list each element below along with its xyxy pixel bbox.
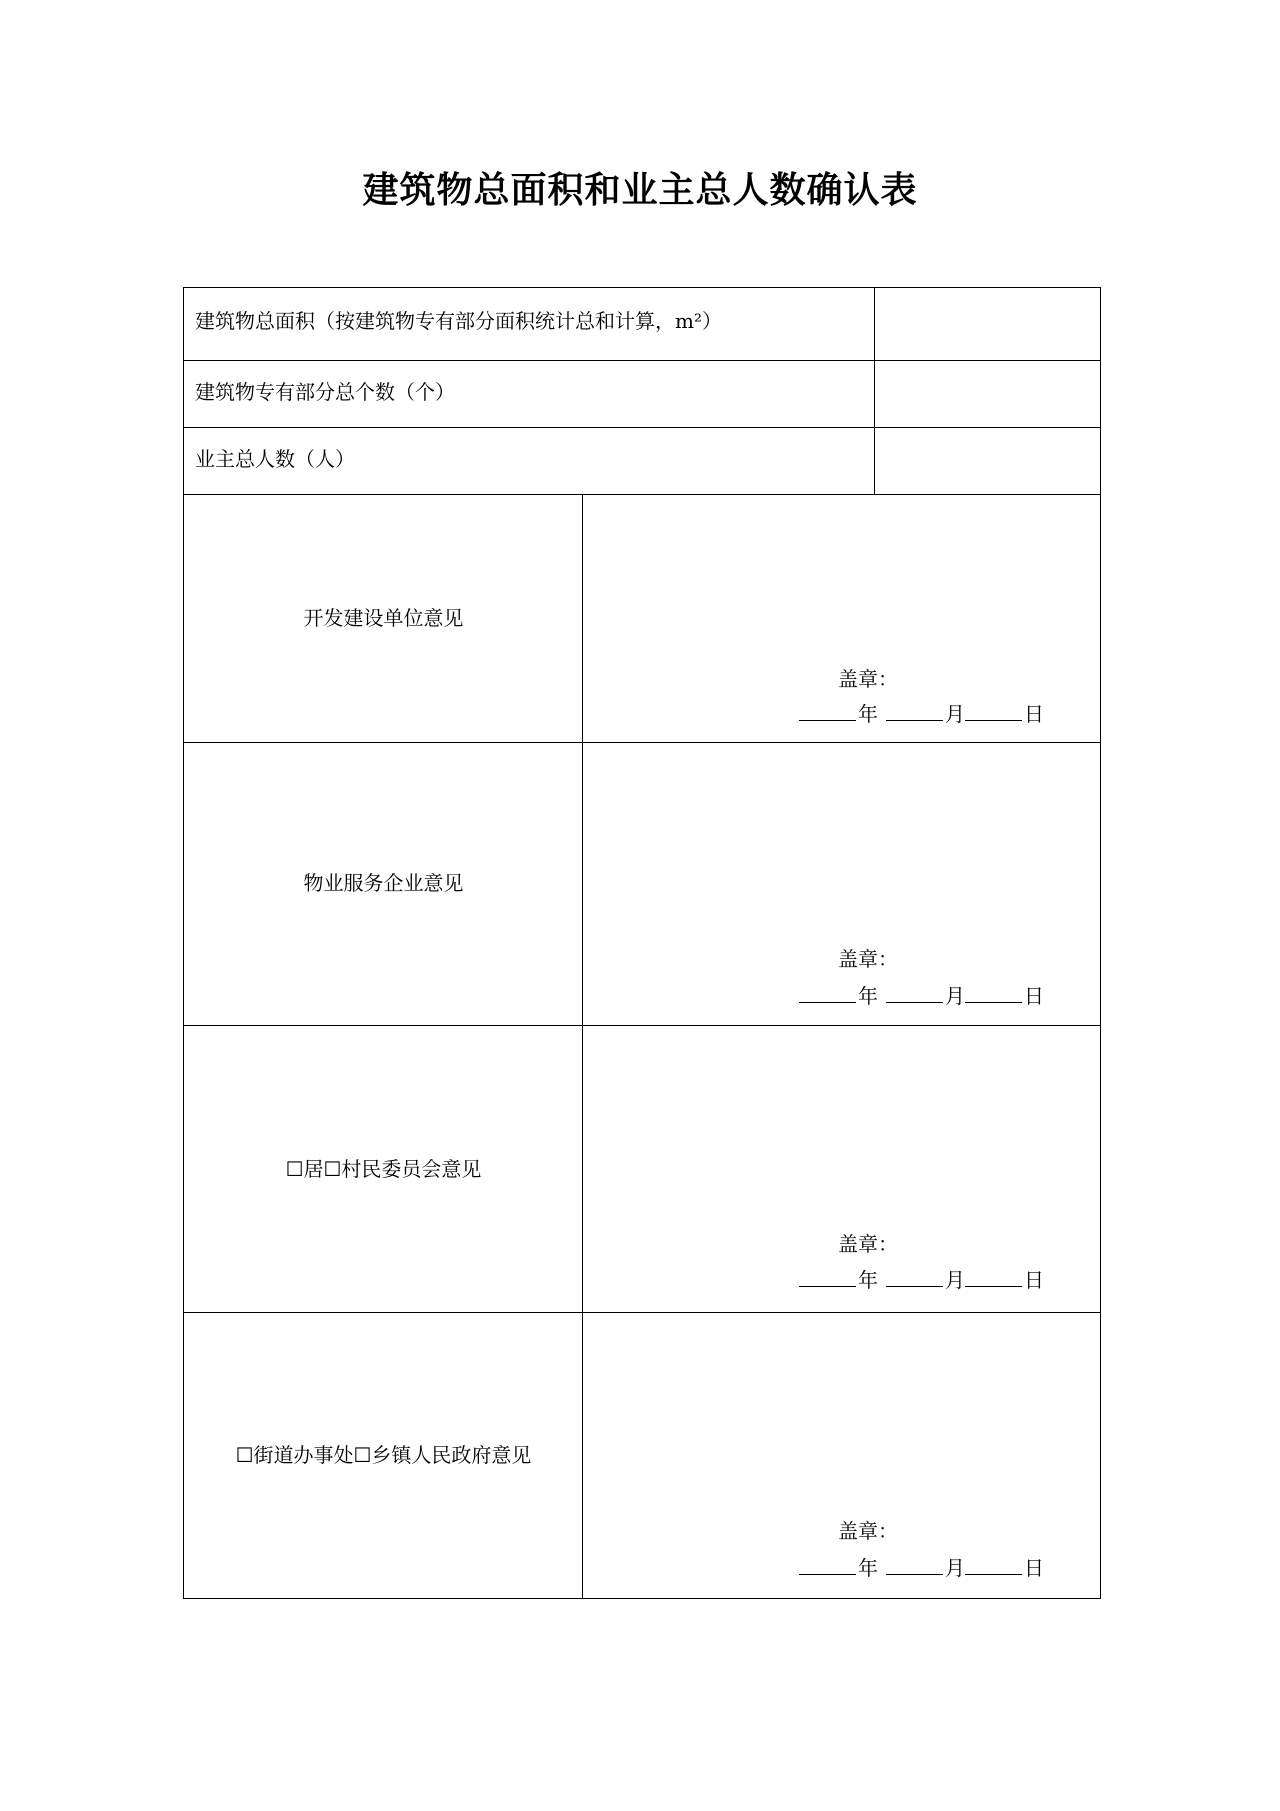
day-blank[interactable] [965, 980, 1022, 1003]
date-line [799, 980, 1044, 1011]
year-blank[interactable] [799, 980, 856, 1003]
year-blank[interactable] [799, 1264, 856, 1287]
year-label: 年 [858, 1556, 878, 1580]
unit-count-value-cell[interactable] [875, 361, 1100, 427]
day-label: 日 [1024, 984, 1044, 1008]
government-opinion-label: ☐街道办事处☐乡镇人民政府意见 [235, 1443, 532, 1467]
stamp-label: 盖章： [838, 947, 898, 971]
row-divider [184, 360, 1100, 361]
month-label: 月 [945, 1556, 965, 1580]
committee-opinion-label: ☐居☐村民委员会意见 [285, 1157, 482, 1181]
month-label: 月 [945, 702, 965, 726]
stamp-label: 盖章： [838, 1519, 898, 1543]
unit-count-label: 建筑物专有部分总个数（个） [195, 380, 455, 404]
column-divider [874, 288, 875, 494]
year-label: 年 [858, 984, 878, 1008]
column-divider [582, 494, 583, 1598]
stamp-label: 盖章： [838, 667, 898, 691]
month-blank[interactable] [886, 1264, 943, 1287]
stamp-label: 盖章： [838, 1232, 898, 1256]
month-blank[interactable] [886, 980, 943, 1003]
day-blank[interactable] [965, 1552, 1022, 1575]
date-line [799, 1264, 1044, 1295]
month-label: 月 [945, 984, 965, 1008]
total-area-value-cell[interactable] [875, 288, 1100, 360]
total-area-label: 建筑物总面积（按建筑物专有部分面积统计总和计算，m²） [195, 309, 722, 333]
developer-opinion-label: 开发建设单位意见 [303, 606, 464, 630]
day-label: 日 [1024, 1556, 1044, 1580]
day-blank[interactable] [965, 1264, 1022, 1287]
date-line [799, 698, 1044, 729]
row-divider [184, 427, 1100, 428]
year-label: 年 [858, 702, 878, 726]
property-service-opinion-label: 物业服务企业意见 [303, 871, 464, 895]
owner-count-label: 业主总人数（人） [195, 447, 355, 471]
month-blank[interactable] [886, 1552, 943, 1575]
year-blank[interactable] [799, 1552, 856, 1575]
page-title: 建筑物总面积和业主总人数确认表 [362, 169, 918, 211]
day-label: 日 [1024, 702, 1044, 726]
owner-count-value-cell[interactable] [875, 428, 1100, 494]
month-label: 月 [945, 1268, 965, 1292]
date-line [799, 1552, 1044, 1583]
day-label: 日 [1024, 1268, 1044, 1292]
year-label: 年 [858, 1268, 878, 1292]
confirmation-form-table [183, 287, 1101, 1599]
day-blank[interactable] [965, 698, 1022, 721]
month-blank[interactable] [886, 698, 943, 721]
year-blank[interactable] [799, 698, 856, 721]
